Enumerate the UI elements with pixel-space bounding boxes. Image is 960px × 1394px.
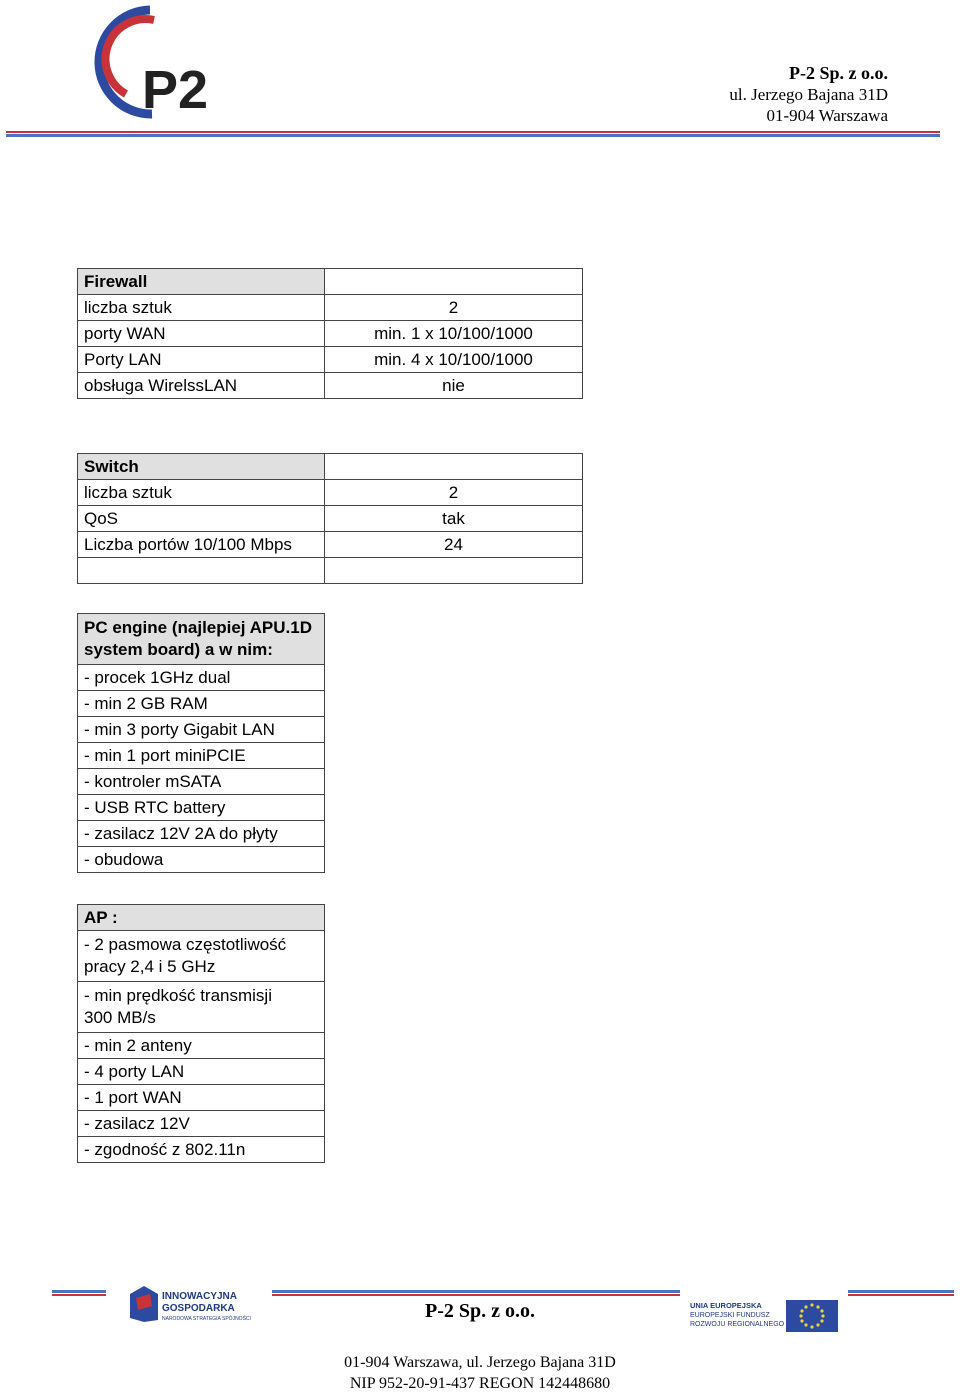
row-label: Liczba portów 10/100 Mbps (78, 532, 325, 558)
footer-divider (52, 1290, 106, 1296)
row-value: 24 (325, 532, 583, 558)
row-label: QoS (78, 506, 325, 532)
item-line: - min prędkość transmisji (84, 986, 272, 1005)
table-header-row (78, 614, 325, 665)
table-row (78, 480, 583, 506)
table-row (78, 558, 583, 584)
table-header-empty (325, 269, 583, 295)
row-value: tak (325, 506, 583, 532)
item-text (78, 982, 325, 1033)
item-text: - obudowa (78, 847, 325, 873)
row-label: liczba sztuk (78, 295, 325, 321)
item-text: - min 3 porty Gigabit LAN (78, 717, 325, 743)
company-logo (80, 2, 212, 120)
item-text: - procek 1GHz dual (78, 665, 325, 691)
row-label: obsługa WirelssLAN (78, 373, 325, 399)
footer-registry: NIP 952-20-91-437 REGON 142448680 (349, 1375, 611, 1392)
list-item (78, 847, 325, 873)
list-item (78, 821, 325, 847)
switch-title: Switch (78, 454, 325, 480)
pc-engine-title-line2: system board) a w nim: (84, 640, 273, 659)
company-name: P-2 Sp. z o.o. (789, 63, 888, 83)
list-item (78, 1137, 325, 1163)
pc-engine-title-line1: PC engine (najlepiej APU.1D (84, 618, 312, 637)
footer-address: 01-904 Warszawa, ul. Jerzego Bajana 31D (344, 1354, 616, 1371)
list-item (78, 1033, 325, 1059)
item-text: - zasilacz 12V (78, 1111, 325, 1137)
list-item (78, 691, 325, 717)
logo-right-line2: EUROPEJSKI FUNDUSZ (690, 1312, 770, 1319)
eu-fund-logo (690, 1298, 840, 1334)
logo-left-line3: NARODOWA STRATEGIA SPÓJNOŚCI (162, 1316, 251, 1322)
row-value (325, 558, 583, 584)
logo-left-line2: GOSPODARKA (162, 1303, 235, 1314)
firewall-title: Firewall (78, 269, 325, 295)
item-text: - 4 porty LAN (78, 1059, 325, 1085)
row-value: min. 1 x 10/100/1000 (325, 321, 583, 347)
table-header-empty (325, 454, 583, 480)
item-text: - min 1 port miniPCIE (78, 743, 325, 769)
logo-right-line1: UNIA EUROPEJSKA (690, 1301, 762, 1310)
table-header-row (78, 269, 583, 295)
row-label: Porty LAN (78, 347, 325, 373)
pc-engine-title (78, 614, 325, 665)
item-text: - zasilacz 12V 2A do płyty (78, 821, 325, 847)
item-text: - min 2 GB RAM (78, 691, 325, 717)
item-text: - zgodność z 802.11n (78, 1137, 325, 1163)
table-row (78, 321, 583, 347)
list-item (78, 717, 325, 743)
table-row (78, 532, 583, 558)
item-text: - USB RTC battery (78, 795, 325, 821)
item-line: 300 MB/s (84, 1008, 156, 1027)
list-item (78, 982, 325, 1033)
list-item (78, 769, 325, 795)
list-item (78, 1111, 325, 1137)
list-item (78, 1059, 325, 1085)
logo-left-line1: INNOWACYJNA (162, 1291, 238, 1302)
row-value: 2 (325, 480, 583, 506)
table-row (78, 506, 583, 532)
table-row (78, 295, 583, 321)
list-item (78, 1085, 325, 1111)
switch-table (77, 453, 583, 584)
ap-table (77, 904, 325, 1163)
row-label (78, 558, 325, 584)
table-header-row (78, 454, 583, 480)
table-row (78, 347, 583, 373)
footer-divider (272, 1290, 680, 1296)
footer-divider (848, 1290, 954, 1296)
list-item (78, 931, 325, 982)
item-line: pracy 2,4 i 5 GHz (84, 957, 216, 976)
header-divider (6, 131, 940, 137)
row-label: porty WAN (78, 321, 325, 347)
logo-right-line3: ROZWOJU REGIONALNEGO (690, 1321, 785, 1328)
row-value: 2 (325, 295, 583, 321)
item-text: - 1 port WAN (78, 1085, 325, 1111)
table-row (78, 373, 583, 399)
item-text: - min 2 anteny (78, 1033, 325, 1059)
company-address-block (729, 63, 888, 126)
row-value: min. 4 x 10/100/1000 (325, 347, 583, 373)
table-header-row (78, 905, 325, 931)
logo-text: P2 (142, 60, 209, 120)
list-item (78, 665, 325, 691)
item-text (78, 931, 325, 982)
footer-company-name: P-2 Sp. z o.o. (425, 1300, 535, 1322)
firewall-table (77, 268, 583, 399)
row-label: liczba sztuk (78, 480, 325, 506)
list-item (78, 743, 325, 769)
ap-title: AP : (78, 905, 325, 931)
list-item (78, 795, 325, 821)
item-text: - kontroler mSATA (78, 769, 325, 795)
row-value: nie (325, 373, 583, 399)
item-line: - 2 pasmowa częstotliwość (84, 935, 287, 954)
company-street: ul. Jerzego Bajana 31D (729, 85, 888, 104)
pc-engine-table (77, 613, 325, 873)
company-city: 01-904 Warszawa (766, 106, 888, 125)
